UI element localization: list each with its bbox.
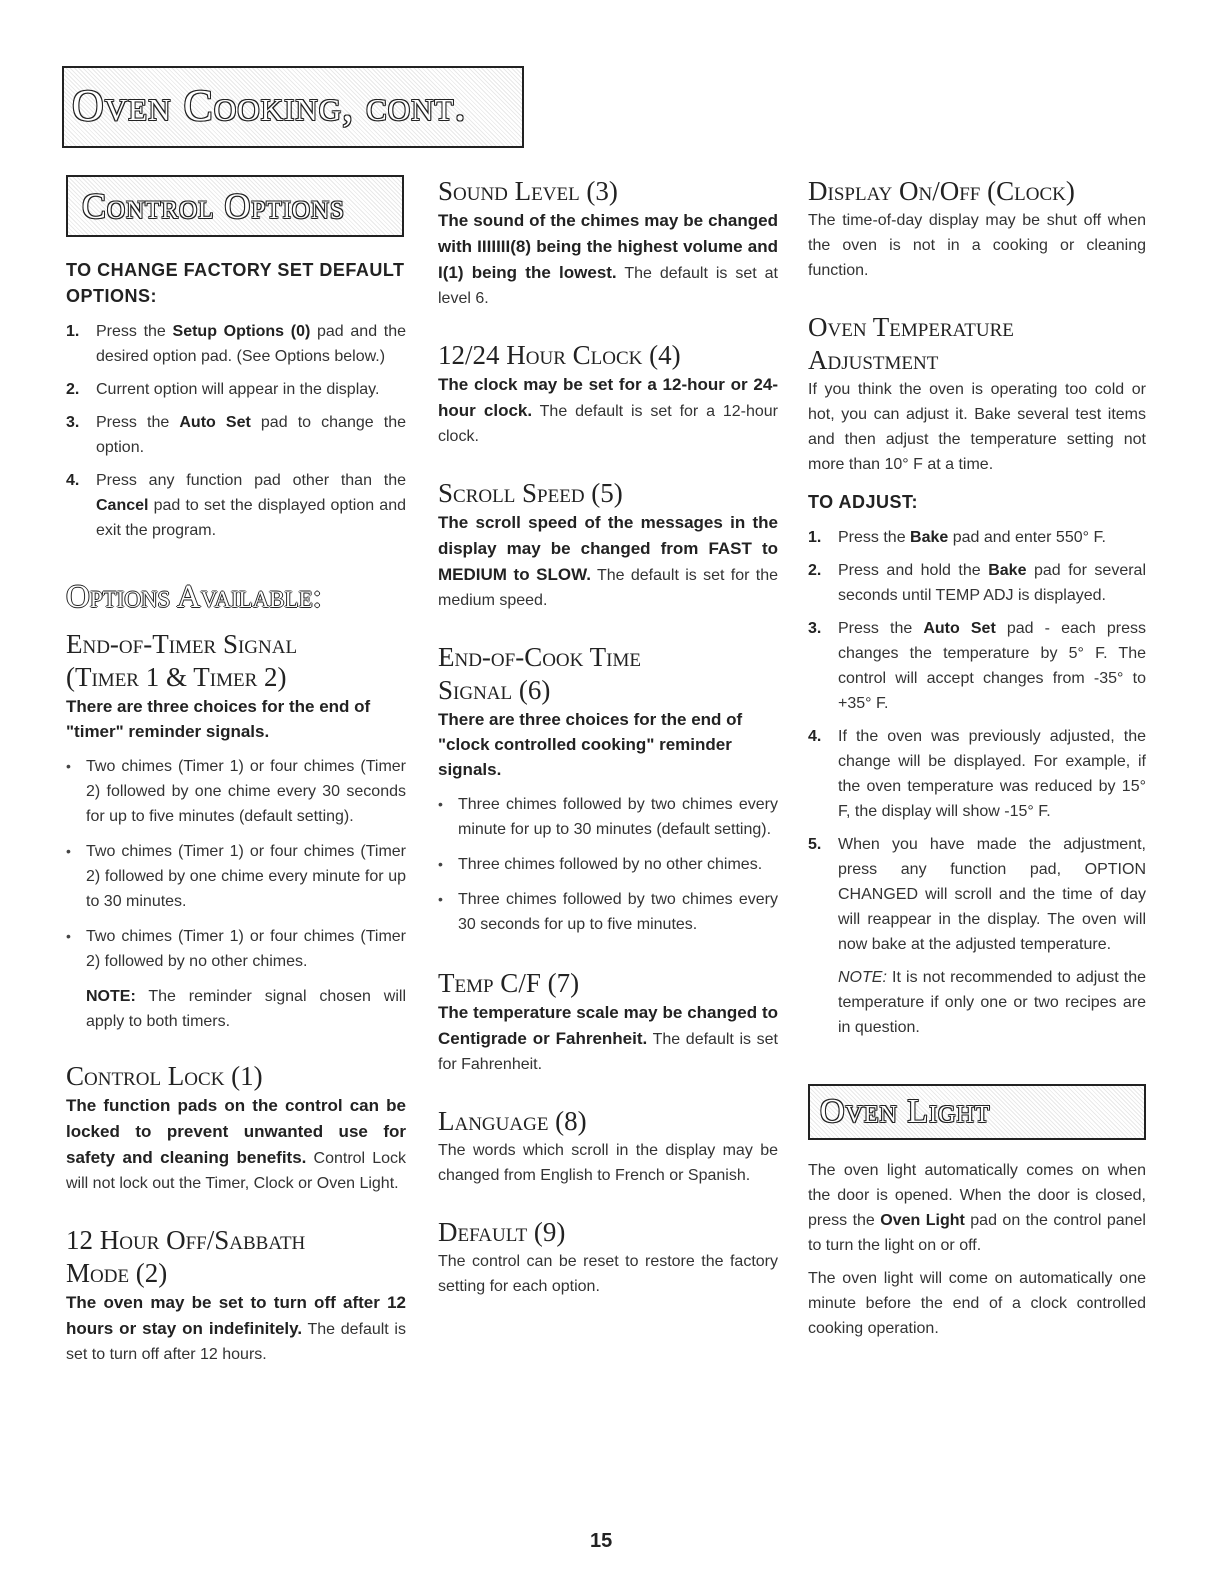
list-item: • Three chimes followed by two chimes every 30 seconds for up to five minutes. — [438, 891, 778, 933]
control-lock-heading: Control Lock (1) — [66, 1061, 263, 1091]
hour-clock-text: The clock may be set for a 12-hour or 24-hour clock. The default is set for a 12-hour clock. — [438, 375, 778, 445]
end-of-timer-lead: There are three choices for the end of "timer" reminder signals. — [66, 697, 371, 741]
page-title: Oven Cooking, cont. — [72, 81, 467, 130]
list-item: 5. When you have made the adjustment, press any function pad, OPTION CHANGED will scroll and the time of day will reappear in the display. The oven will now bake at the adjusted temperature. — [808, 836, 1146, 953]
temp-cf-text: The temperature scale may be changed to Centigrade or Fahrenheit. The default is set for Fahrenheit. — [438, 1003, 778, 1073]
end-of-timer-options — [66, 754, 406, 974]
control-options-box — [66, 175, 404, 237]
end-of-cook-options — [438, 792, 778, 937]
display-clock-text: The time-of-day display may be shut off when the oven is not in a cooking or cleaning function. — [808, 212, 1146, 279]
list-item: 1. Press the Bake pad and enter 550° F. — [808, 529, 1106, 546]
column-middle — [438, 175, 778, 1299]
oven-light-box — [808, 1084, 1146, 1140]
factory-default-heading: TO CHANGE FACTORY SET DEFAULT OPTIONS: — [66, 260, 405, 306]
oven-light-auto-text: The oven light will come on automatically one minute before the end of a clock controlled cooking operation. — [808, 1270, 1146, 1337]
list-item: 3. Press the Auto Set pad - each press changes the temperature by 5° F. The control will accept changes from -35° to +35° F. — [808, 620, 1147, 712]
temp-adjust-note: NOTE: It is not recommended to adjust the temperature if only one or two recipes are in question. — [838, 969, 1146, 1036]
end-of-timer-heading: End-of-Timer Signal (Timer 1 & Timer 2) — [66, 629, 298, 692]
page-header-box — [62, 66, 524, 148]
scroll-speed-heading: Scroll Speed (5) — [438, 478, 623, 508]
default-text: The control can be reset to restore the factory setting for each option. — [438, 1253, 778, 1295]
sound-level-heading: Sound Level (3) — [438, 176, 618, 206]
page-number: 15 — [590, 1530, 613, 1552]
temp-cf-heading: Temp C/F (7) — [438, 968, 580, 998]
oven-light-title: Oven Light — [820, 1093, 991, 1130]
control-options-title: Control Options — [82, 186, 345, 226]
list-item: • Two chimes (Timer 1) or four chimes (Timer 2) followed by one chime every 30 seconds for up to five minutes (default setting). — [66, 758, 406, 825]
list-item: • Two chimes (Timer 1) or four chimes (Timer 2) followed by one chime every minute for up to 30 minutes. — [66, 843, 406, 910]
language-text: The words which scroll in the display may be changed from English to French or Spanish. — [438, 1142, 778, 1184]
default-heading: Default (9) — [438, 1217, 566, 1247]
options-available-heading: Options Available: — [66, 579, 322, 615]
timer-note: NOTE: The reminder signal chosen will apply to both timers. — [86, 988, 406, 1030]
control-lock-text: The function pads on the control can be locked to prevent unwanted use for safety and cleaning benefits. Control Lock will not lock out the Timer, Clock or Oven Light. — [66, 1096, 407, 1192]
list-item: 1. Press the Setup Options (0) pad and the desired option pad. (See Options below.) — [66, 323, 407, 365]
column-left — [66, 175, 406, 1367]
oven-light-text: The oven light automatically comes on when the door is opened. When the door is closed, press the Oven Light pad on the control panel to turn the light on or off. — [808, 1162, 1146, 1254]
end-of-cook-heading: End-of-Cook Time Signal (6) — [438, 642, 641, 705]
hour-clock-heading: 12/24 Hour Clock (4) — [438, 340, 681, 370]
factory-default-steps — [66, 319, 406, 543]
list-item: • Three chimes followed by two chimes every minute for up to 30 minutes (default setting). — [438, 796, 778, 838]
list-item: 2. Current option will appear in the display. — [66, 381, 380, 398]
list-item: 4. If the oven was previously adjusted, the change will be displayed. For example, if the oven temperature was reduced by 15° F, the display will show -15° F. — [808, 728, 1146, 820]
scroll-speed-text: The scroll speed of the messages in the display may be changed from FAST to MEDIUM to SLOW. The default is set for the medium speed. — [438, 513, 778, 609]
language-heading: Language (8) — [438, 1106, 587, 1136]
list-item: 4. Press any function pad other than the Cancel pad to set the displayed option and exit the program. — [66, 472, 406, 539]
temp-adjust-heading: Oven Temperature Adjustment — [808, 312, 1014, 375]
list-item: 3. Press the Auto Set pad to change the option. — [66, 414, 406, 456]
column-right — [808, 175, 1146, 1341]
sabbath-text: The oven may be set to turn off after 12 hours or stay on indefinitely. The default is set to turn off after 12 hours. — [66, 1293, 406, 1363]
list-item: • Two chimes (Timer 1) or four chimes (Timer 2) followed by no other chimes. — [66, 928, 406, 970]
temp-adjust-text: If you think the oven is operating too cold or hot, you can adjust it. Bake several test items and then adjust the temperature setting not more than 10° F at a time. — [808, 381, 1146, 473]
display-clock-heading: Display On/Off (Clock) — [808, 176, 1075, 206]
end-of-cook-lead: There are three choices for the end of "clock controlled cooking" reminder signals. — [438, 710, 743, 779]
to-adjust-heading: TO ADJUST: — [808, 492, 919, 512]
list-item: 2. Press and hold the Bake pad for several seconds until TEMP ADJ is displayed. — [808, 562, 1147, 604]
list-item: • Three chimes followed by no other chimes. — [438, 856, 763, 873]
sabbath-heading: 12 Hour Off/Sabbath Mode (2) — [66, 1225, 306, 1288]
temp-adjust-steps — [808, 525, 1146, 957]
sound-level-text: The sound of the chimes may be changed with IIIIIII(8) being the highest volume and I(1) being the lowest. The default is set at level 6. — [438, 211, 778, 307]
